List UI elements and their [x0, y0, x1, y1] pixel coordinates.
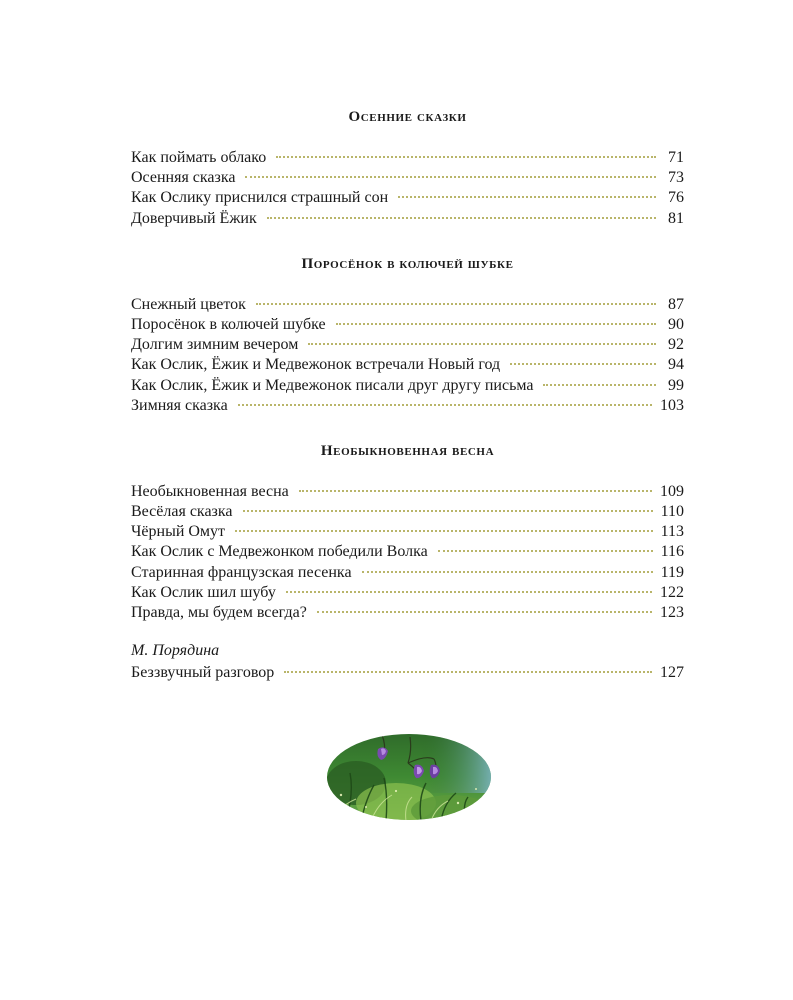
toc-entry-page: 109: [660, 482, 684, 500]
toc-entry-page: 113: [660, 523, 684, 541]
toc-entry-title: Как Ослик с Медвежонком победили Волка: [131, 543, 428, 561]
toc-entry-page: 94: [668, 356, 684, 374]
dot-leader: [510, 363, 656, 365]
toc-entry-title: Как Ослику приснился страшный сон: [131, 189, 389, 207]
toc-entry-title: Как Ослик шил шубу: [131, 583, 276, 601]
toc-entry-page: 123: [660, 604, 684, 621]
dot-leader: [276, 156, 656, 158]
dot-leader: [543, 384, 656, 386]
toc-entry-title: Чёрный Омут: [131, 523, 226, 541]
dot-leader: [256, 303, 656, 305]
dot-leader: [362, 571, 653, 573]
toc-entry-page: 116: [660, 543, 684, 561]
dot-leader: [235, 530, 653, 532]
toc-entry-page: 127: [660, 664, 684, 682]
toc-entry[interactable]: [131, 396, 684, 416]
toc-entry[interactable]: [131, 522, 684, 542]
dot-leader: [286, 591, 652, 593]
toc-entry[interactable]: [131, 335, 684, 355]
dot-leader: [438, 550, 653, 552]
toc-list-extra: [131, 663, 684, 683]
toc-entry[interactable]: [131, 502, 684, 522]
toc-entry[interactable]: [131, 315, 684, 335]
toc-entry-page: 90: [668, 315, 684, 333]
toc-entry[interactable]: [131, 482, 684, 502]
table-of-contents: [131, 106, 684, 683]
toc-entry-page: 71: [668, 149, 684, 166]
toc-entry[interactable]: [131, 376, 684, 396]
toc-entry[interactable]: [131, 563, 684, 583]
toc-entry[interactable]: [131, 188, 684, 208]
toc-entry-title: Беззвучный разговор: [131, 664, 275, 682]
toc-entry-page: 122: [660, 583, 684, 601]
toc-entry[interactable]: [131, 542, 684, 562]
dot-leader: [398, 196, 656, 198]
toc-entry[interactable]: [131, 295, 684, 315]
toc-entry-title: Осенняя сказка: [131, 169, 236, 187]
toc-entry-page: 81: [668, 209, 684, 227]
dot-leader: [245, 176, 656, 178]
toc-entry-title: Долгим зимним вечером: [131, 336, 299, 354]
toc-entry-title: Необыкновенная весна: [131, 482, 289, 500]
toc-entry-title: Как поймать облако: [131, 149, 267, 166]
dot-leader: [308, 343, 656, 345]
toc-entry-title: Зимняя сказка: [131, 396, 228, 414]
toc-entry-page: 73: [668, 169, 684, 187]
author-name: М. Порядина: [131, 642, 220, 660]
section-title-spring: Необыкновенная весна: [320, 442, 495, 459]
toc-entry-page: 110: [660, 503, 684, 521]
toc-entry[interactable]: [131, 148, 684, 168]
toc-entry-title: Как Ослик, Ёжик и Медвежонок встречали Новый год: [131, 356, 501, 374]
section-title-autumn: Осенние сказки: [348, 109, 467, 125]
toc-entry-page: 87: [668, 295, 684, 313]
dot-leader: [336, 323, 656, 325]
toc-entry-title: Старинная французская песенка: [131, 563, 352, 581]
toc-entry-page: 76: [668, 189, 684, 207]
dot-leader: [267, 217, 656, 219]
toc-entry-page: 92: [668, 336, 684, 354]
toc-list-autumn: [131, 148, 684, 229]
toc-entry[interactable]: [131, 603, 684, 623]
toc-entry-page: 119: [660, 563, 684, 581]
toc-entry-title: Весёлая сказка: [131, 503, 233, 521]
toc-entry-title: Правда, мы будем всегда?: [131, 604, 307, 621]
toc-entry[interactable]: [131, 209, 684, 229]
toc-entry[interactable]: [131, 583, 684, 603]
toc-entry[interactable]: [131, 355, 684, 375]
toc-entry-page: 103: [660, 396, 684, 414]
toc-entry-title: Как Ослик, Ёжик и Медвежонок писали друг другу письма: [131, 376, 534, 394]
toc-list-winter: [131, 295, 684, 416]
dot-leader: [299, 490, 652, 492]
toc-list-spring: [131, 482, 684, 623]
toc-entry-title: Снежный цветок: [131, 295, 246, 313]
dot-leader: [238, 404, 652, 406]
section-title-winter: Поросёнок в колючей шубке: [301, 255, 514, 272]
toc-entry[interactable]: [131, 663, 684, 683]
toc-entry-page: 99: [668, 376, 684, 394]
dot-leader: [284, 671, 652, 673]
bellflower-meadow-icon: [326, 733, 492, 821]
toc-entry-title: Поросёнок в колючей шубке: [131, 315, 326, 333]
dot-leader: [317, 611, 652, 613]
toc-entry-title: Доверчивый Ёжик: [131, 209, 257, 227]
toc-entry[interactable]: [131, 168, 684, 188]
dot-leader: [243, 510, 653, 512]
